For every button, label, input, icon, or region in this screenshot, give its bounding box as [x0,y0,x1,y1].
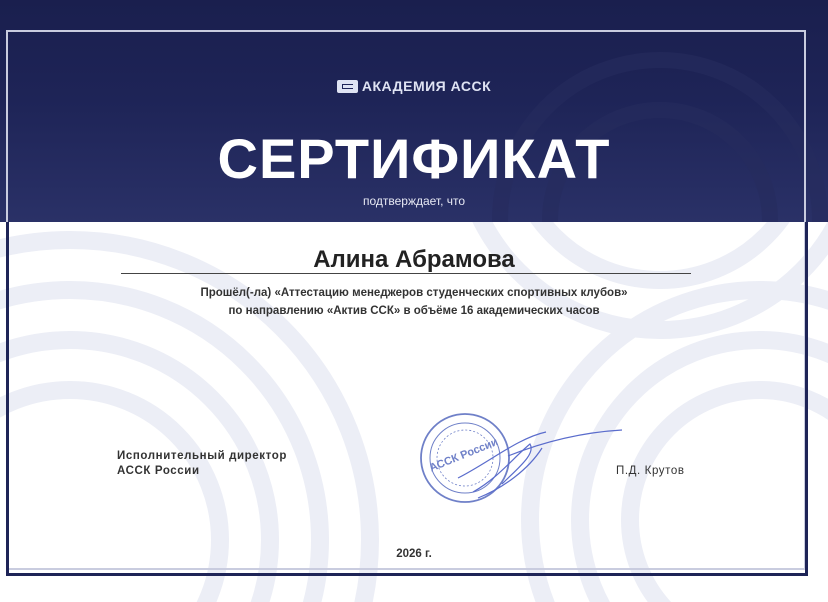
logo-badge-icon [337,80,358,93]
recipient-name: Алина Абрамова [313,246,515,273]
course-description-line2: по направлению «Актив ССК» в объёме 16 академических часов [228,305,600,317]
academy-logo [0,78,828,94]
course-description-line1: Прошёл(-ла) «Аттестацию менеджеров студенческих спортивных клубов» [200,287,628,299]
logo-text: АКАДЕМИЯ АССК [361,78,492,94]
certificate-year: 2026 г. [396,548,432,560]
recipient-underline [121,273,691,274]
director-name: П.Д. Крутов [616,465,685,477]
seal-text: АССК России [427,436,500,475]
signer-organization: АССК России [117,465,200,477]
certificate-title: СЕРТИФИКАТ [217,127,611,190]
certificate-border [6,222,808,576]
official-seal-stamp [418,408,628,513]
signer-position: Исполнительный директор [117,450,287,462]
certificate-subtitle: подтверждает, что [362,194,466,208]
